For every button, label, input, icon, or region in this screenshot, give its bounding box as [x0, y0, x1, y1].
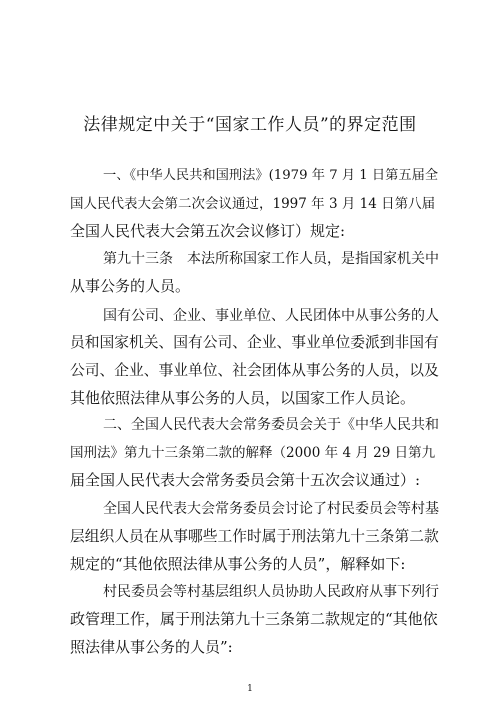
paragraph-1-line-3: 全国人民代表大会第五次会议修订）规定:: [70, 222, 346, 240]
paragraph-3-line-3: 公司、企业、事业单位、社会团体从事公务的人员，以及: [70, 362, 439, 379]
paragraph-6-line-2: 政管理工作，属于刑法第九十三条第二款规定的“其他依: [70, 610, 438, 628]
paragraph-3-line-2: 员和国家机关、国有公司、企业、事业单位委派到非国有: [70, 334, 439, 351]
paragraph-4-line-1: 二、全国人民代表大会常务委员会关于《中华人民共和: [103, 417, 439, 433]
article-93-line-2: 从事公务的人员。: [70, 277, 191, 295]
paragraph-5-line-2: 层组织人员在从事哪些工作时属于刑法第九十三条第二款: [70, 528, 439, 545]
paragraph-6-line-3: 照法律从事公务的人员”:: [70, 638, 233, 656]
paragraph-4-line-2: 国刑法》第九十三条第二款的解释（2000 年 4 月 29 日第九: [70, 445, 436, 461]
paragraph-3-line-4: 其他依照法律从事公务的人员，以国家工作人员论。: [70, 389, 416, 407]
article-93-line-1: 第九十三条 本法所称国家工作人员，是指国家机关中: [103, 251, 439, 267]
paragraph-4-line-3: 届全国人民代表大会常务委员会第十五次会议通过）:: [70, 471, 421, 489]
paragraph-5-line-3: 规定的“其他依照法律从事公务的人员”，解释如下:: [70, 555, 406, 573]
paragraph-5-line-1: 全国人民代表大会常务委员会讨论了村民委员会等村基: [103, 501, 439, 517]
paragraph-1-line-1: 一、《中华人民共和国刑法》(1979 年 7 月 1 日第五届全: [103, 168, 439, 183]
paragraph-1-line-2: 国人民代表大会第二次会议通过，1997 年 3 月 14 日第八届: [70, 196, 436, 212]
paragraph-3-line-1: 国有公司、企业、事业单位、人民团体中从事公务的人: [103, 308, 439, 324]
paragraph-6-line-1: 村民委员会等村基层组织人员协助人民政府从事下列行: [103, 584, 439, 600]
page-number: 1: [247, 684, 253, 694]
document-title: 法律规定中关于“国家工作人员”的界定范围: [83, 115, 417, 135]
